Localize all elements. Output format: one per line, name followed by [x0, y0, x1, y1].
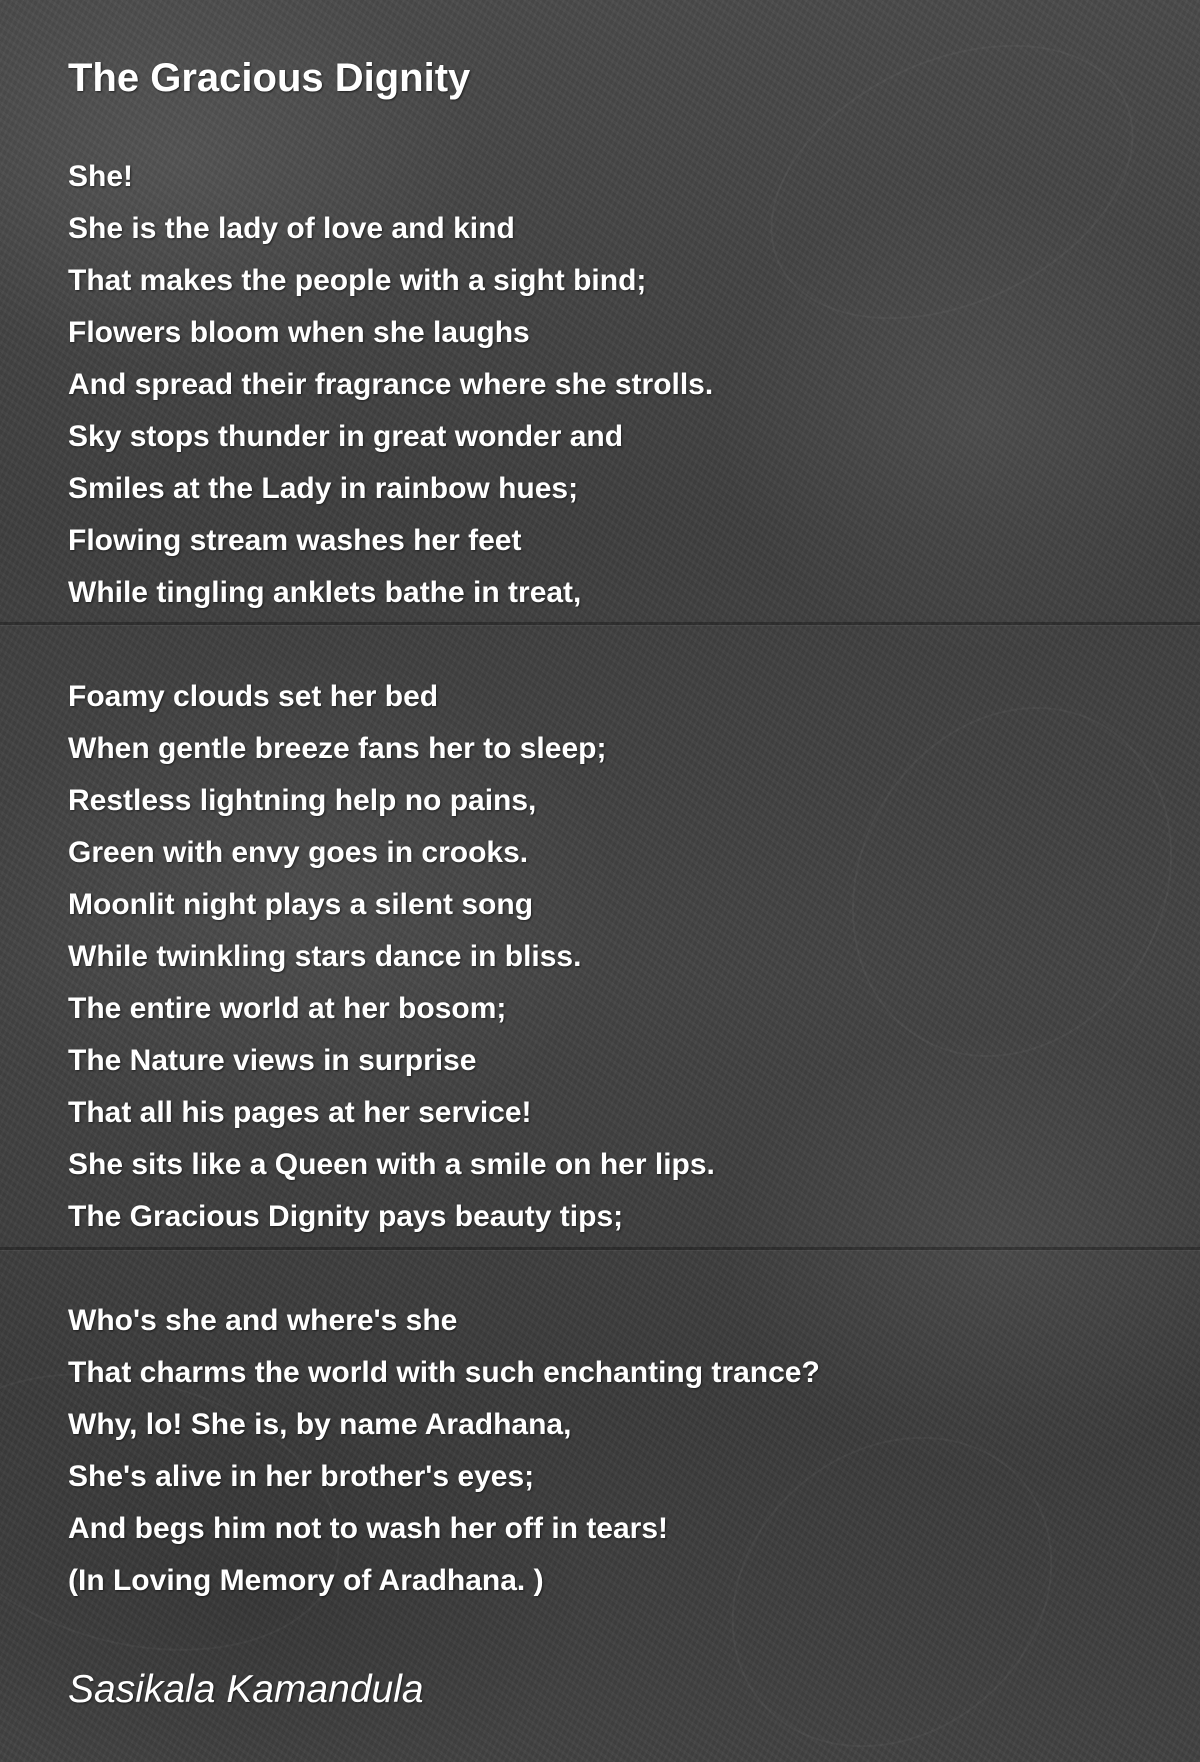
poem-line: And begs him not to wash her off in tears! [68, 1512, 669, 1545]
poem-line: The Gracious Dignity pays beauty tips; [68, 1200, 624, 1233]
poem-line: She! [68, 160, 134, 193]
poem-line: Smiles at the Lady in rainbow hues; [68, 472, 579, 505]
poem-line: Restless lightning help no pains, [68, 784, 537, 817]
poem-line: And spread their fragrance where she strolls. [68, 368, 714, 401]
poem-line: That all his pages at her service! [68, 1096, 532, 1129]
poem-line: She sits like a Queen with a smile on her lips. [68, 1148, 715, 1181]
poem-line: Flowing stream washes her feet [68, 524, 522, 557]
poem-line: Flowers bloom when she laughs [68, 316, 530, 349]
poem-line: Sky stops thunder in great wonder and [68, 420, 624, 453]
poem-line: That charms the world with such enchanting trance? [68, 1356, 820, 1389]
stanza-1 [68, 151, 1148, 619]
poem-line: Who's she and where's she [68, 1304, 458, 1337]
poem-line: Foamy clouds set her bed [68, 680, 439, 713]
stanza-2 [68, 671, 1148, 1243]
poem-line: (In Loving Memory of Aradhana. ) [68, 1564, 544, 1597]
poem-line: She's alive in her brother's eyes; [68, 1460, 535, 1493]
poem-author: Sasikala Kamandula [68, 1668, 424, 1711]
poem-line: When gentle breeze fans her to sleep; [68, 732, 607, 765]
poem-line: That makes the people with a sight bind; [68, 264, 647, 297]
stanza-3 [68, 1295, 1148, 1607]
poem-content [68, 48, 1148, 1720]
poem-line: While twinkling stars dance in bliss. [68, 940, 582, 973]
poem-line: Green with envy goes in crooks. [68, 836, 529, 869]
poem-line: She is the lady of love and kind [68, 212, 515, 245]
poem-line: The entire world at her bosom; [68, 992, 507, 1025]
poem-line: While tingling anklets bathe in treat, [68, 576, 582, 609]
poem-title: The Gracious Dignity [68, 56, 471, 100]
poem-line: The Nature views in surprise [68, 1044, 477, 1077]
poem-line: Moonlit night plays a silent song [68, 888, 534, 921]
poem-line: Why, lo! She is, by name Aradhana, [68, 1408, 572, 1441]
